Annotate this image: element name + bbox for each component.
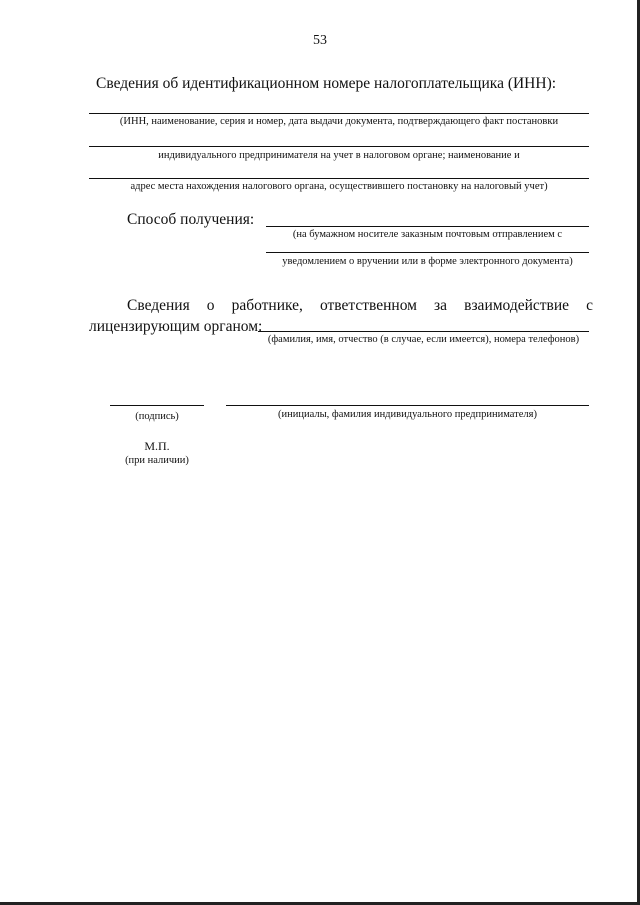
employee-line-2: лицензирующим органом: [89, 318, 263, 335]
name-line[interactable] [226, 405, 589, 406]
page-number: 53 [313, 33, 327, 48]
inn-fill-line-3[interactable] [89, 178, 589, 179]
stamp-label: М.П. [144, 439, 170, 453]
inn-caption-3: адрес места нахождения налогового органа, осуществившего постановку на налоговый учет) [130, 181, 548, 192]
receipt-fill-line-1[interactable] [266, 226, 589, 227]
inn-caption-1: (ИНН, наименование, серия и номер, дата выдачи документа, подтверждающего факт постановки [119, 116, 559, 127]
receipt-fill-line-2[interactable] [266, 252, 589, 253]
receipt-label: Способ получения: [127, 211, 255, 228]
inn-fill-line-2[interactable] [89, 146, 589, 147]
inn-fill-line-1[interactable] [89, 113, 589, 114]
receipt-caption-2: уведомлением о вручении или в форме электронного документа) [282, 256, 573, 267]
stamp-note: (при наличии) [125, 455, 189, 466]
signature-caption: (подпись) [135, 411, 179, 422]
inn-caption-2: индивидуального предпринимателя на учет в налоговом органе; наименование и [158, 150, 520, 161]
employee-caption: (фамилия, имя, отчество (в случае, если имеется), номера телефонов) [267, 334, 580, 345]
signature-line[interactable] [110, 405, 204, 406]
receipt-caption-1: (на бумажном носителе заказным почтовым отправлением с [292, 229, 563, 240]
inn-heading: Сведения об идентификационном номере налогоплательщика (ИНН): [96, 75, 557, 92]
employee-line-1: Сведения о работнике, ответственном за взаимодействие с [127, 297, 593, 314]
employee-fill-line[interactable] [258, 331, 589, 332]
name-caption: (инициалы, фамилия индивидуального предпринимателя) [278, 409, 537, 420]
